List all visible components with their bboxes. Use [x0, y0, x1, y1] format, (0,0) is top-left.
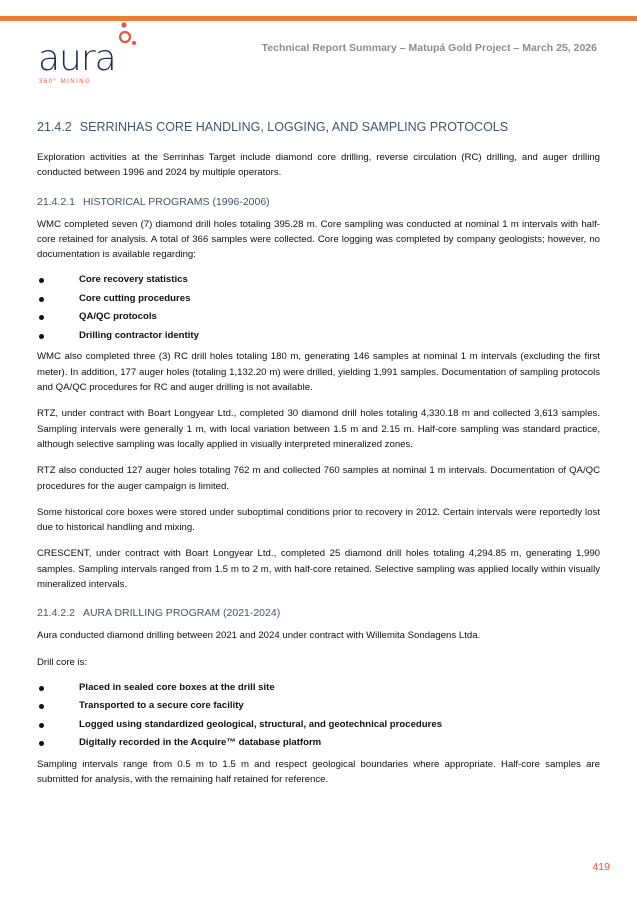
header-accent-bar [0, 16, 637, 21]
paragraph: Aura conducted diamond drilling between 2021 and 2024 under contract with Willemita Sondagens Ltda. [37, 630, 481, 642]
bullet-item: Core cutting procedures [37, 290, 600, 309]
logo-mark-icon [119, 22, 143, 48]
logo-text: aura [38, 38, 116, 79]
bullet-list [37, 679, 600, 753]
bullet-item: Placed in sealed core boxes at the drill site [37, 679, 600, 698]
paragraph: Some historical core boxes were stored under suboptimal conditions prior to recovery in 2012. Certain intervals were reportedly lost due to historical handling and mixing. [37, 506, 600, 534]
section-heading: 21.4.2 SERRINHAS CORE HANDLING, LOGGING, AND SAMPLING PROTOCOLS [37, 120, 509, 134]
aura-logo [36, 22, 156, 86]
paragraph: WMC completed seven (7) diamond drill holes totaling 395.28 m. Core sampling was conducted at nominal 1 m intervals with half-core retained for analysis. A total of 366 samples were collected. Core logging was completed by company geologists; however, no documentation is available regarding: [37, 218, 600, 261]
page-number: 419 [592, 861, 610, 873]
paragraph: RTZ also conducted 127 auger holes totaling 762 m and collected 760 samples at nominal 1 m intervals. Documentation of QA/QC procedures for the auger campaign is limited. [37, 465, 600, 492]
page-content [37, 119, 600, 788]
paragraph: Sampling intervals range from 0.5 m to 1.5 m and respect geological boundaries where appropriate. Half-core samples are submitted for analysis, with the remaining half retained for reference. [37, 758, 600, 786]
bullet-list [37, 271, 600, 345]
paragraph: CRESCENT, under contract with Boart Longyear Ltd., completed 25 diamond drill holes totaling 4,294.85 m, generating 1,990 samples. Sampling intervals ranged from 1.5 m to 2 m, with half-core retained. Selective sampling was applied locally within visually mineralized intervals. [37, 548, 600, 591]
paragraph: Drill core is: [37, 656, 88, 668]
report-title: Technical Report Summary – Matupá Gold Project – March 25, 2026 [261, 42, 597, 54]
section-intro: Exploration activities at the Serrinhas Target include diamond core drilling, reverse circulation (RC) drilling, and auger drilling conducted between 1996 and 2024 by multiple operators. [37, 152, 600, 179]
subsection-heading-historical: 21.4.2.1 HISTORICAL PROGRAMS (1996-2006) [37, 195, 270, 208]
subsection-heading-aura: 21.4.2.2 AURA DRILLING PROGRAM (2021-2024) [37, 607, 281, 620]
bullet-item: Drilling contractor identity [37, 327, 600, 346]
bullet-item: Transported to a secure core facility [37, 697, 600, 716]
bullet-item: Core recovery statistics [37, 271, 600, 290]
paragraph: WMC also completed three (3) RC drill holes totaling 180 m, generating 146 samples at nominal 1 m intervals (excluding the first meter). In addition, 177 auger holes (totaling 1,132.20 m) were drilled, yielding 1,991 samples. Documentation of sampling protocols and QA/QC procedures for RC and auger drilling is not available. [37, 351, 600, 394]
paragraph: RTZ, under contract with Boart Longyear Ltd., completed 30 diamond drill holes totaling 4,330.18 m and collected 3,613 samples. Sampling intervals were generally 1 m, with local variation between 1.5 m and 2.15 m. Half-core sampling was standard practice, although selective sampling was locally applied in visually interpreted mineralized zones. [37, 408, 600, 450]
bullet-item: Digitally recorded in the Acquire™ database platform [37, 734, 600, 753]
bullet-item: QA/QC protocols [37, 308, 600, 327]
bullet-item: Logged using standardized geological, structural, and geotechnical procedures [37, 716, 600, 735]
logo-tagline: 360° MINING [39, 79, 92, 85]
